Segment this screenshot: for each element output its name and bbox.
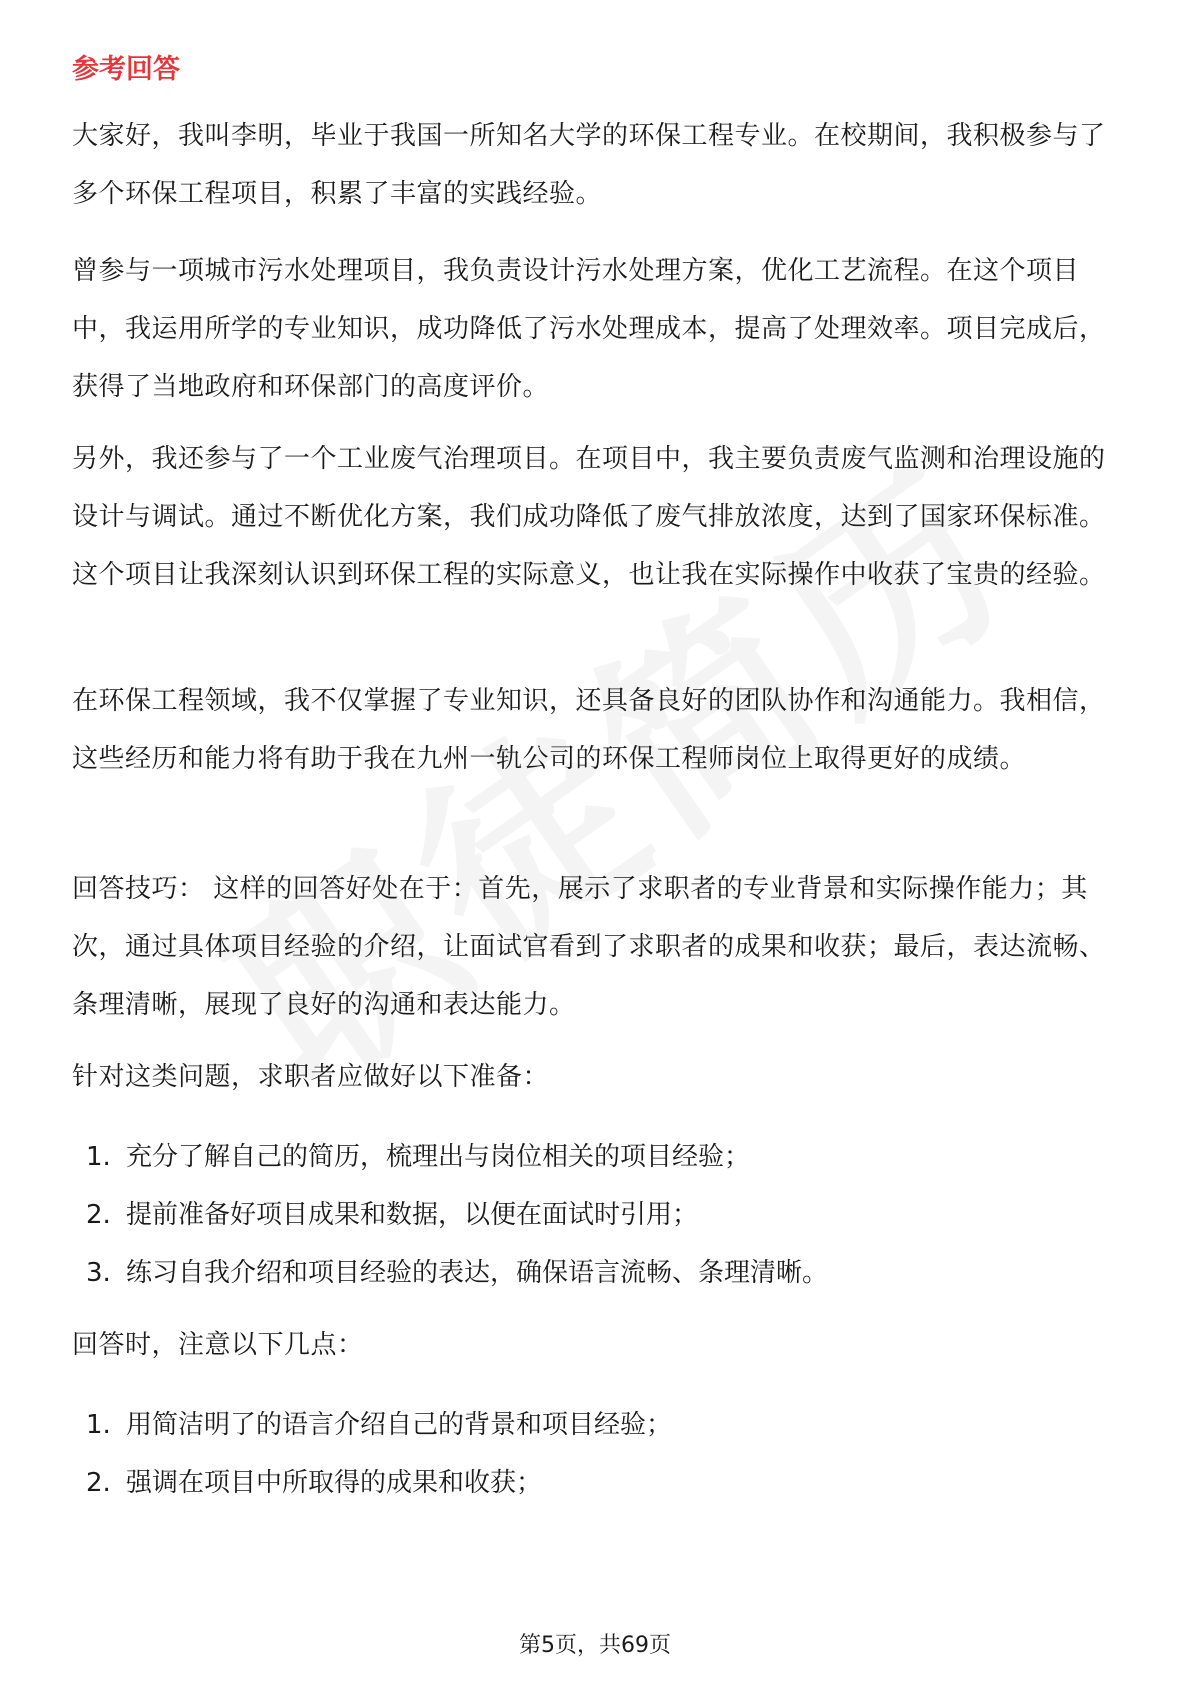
section-heading: 参考回答 — [72, 54, 180, 85]
notes-list — [72, 1396, 1122, 1512]
paragraph-sewage-project: 曾参与一项城市污水处理项目，我负责设计污水处理方案，优化工艺流程。在这个项目中，我运用所学的专业知识，成功降低了污水处理成本，提高了处理效率。项目完成后，获得了当地政府和环保部门的高度评价。 — [72, 256, 1106, 402]
paragraph-notes-intro: 回答时，注意以下几点： — [72, 1330, 364, 1360]
paragraph-exhaust-project: 另外，我还参与了一个工业废气治理项目。在项目中，我主要负责废气监测和治理设施的设计与调试。通过不断优化方案，我们成功降低了废气排放浓度，达到了国家环保标准。这个项目让我深刻认识到环保工程的实际意义，也让我在实际操作中收获了宝贵的经验。 — [72, 444, 1106, 590]
paragraph-prep-intro: 针对这类问题，求职者应做好以下准备： — [72, 1062, 550, 1092]
list-item: 1. 用简洁明了的语言介绍自己的背景和项目经验； — [86, 1410, 673, 1440]
paragraph-abilities: 在环保工程领域，我不仅掌握了专业知识，还具备良好的团队协作和沟通能力。我相信，这些经历和能力将有助于我在九州一轨公司的环保工程师岗位上取得更好的成绩。 — [72, 686, 1106, 774]
paragraph-intro: 大家好，我叫李明，毕业于我国一所知名大学的环保工程专业。在校期间，我积极参与了多个环保工程项目，积累了丰富的实践经验。 — [72, 121, 1106, 209]
list-item: 1. 充分了解自己的简历，梳理出与岗位相关的项目经验； — [86, 1142, 751, 1172]
paragraph-tips: 回答技巧： 这样的回答好处在于：首先，展示了求职者的专业背景和实际操作能力；其次，通过具体项目经验的介绍，让面试官看到了求职者的成果和收获；最后，表达流畅、条理清晰，展现了良好的沟通和表达能力。 — [72, 874, 1106, 1020]
list-item: 3. 练习自我介绍和项目经验的表达，确保语言流畅、条理清晰。 — [86, 1258, 829, 1288]
page-footer: 第5页，共69页 — [519, 1633, 671, 1658]
list-item: 2. 强调在项目中所取得的成果和收获； — [86, 1468, 543, 1498]
list-item: 2. 提前准备好项目成果和数据，以便在面试时引用； — [86, 1200, 699, 1230]
prep-list — [72, 1128, 1122, 1302]
